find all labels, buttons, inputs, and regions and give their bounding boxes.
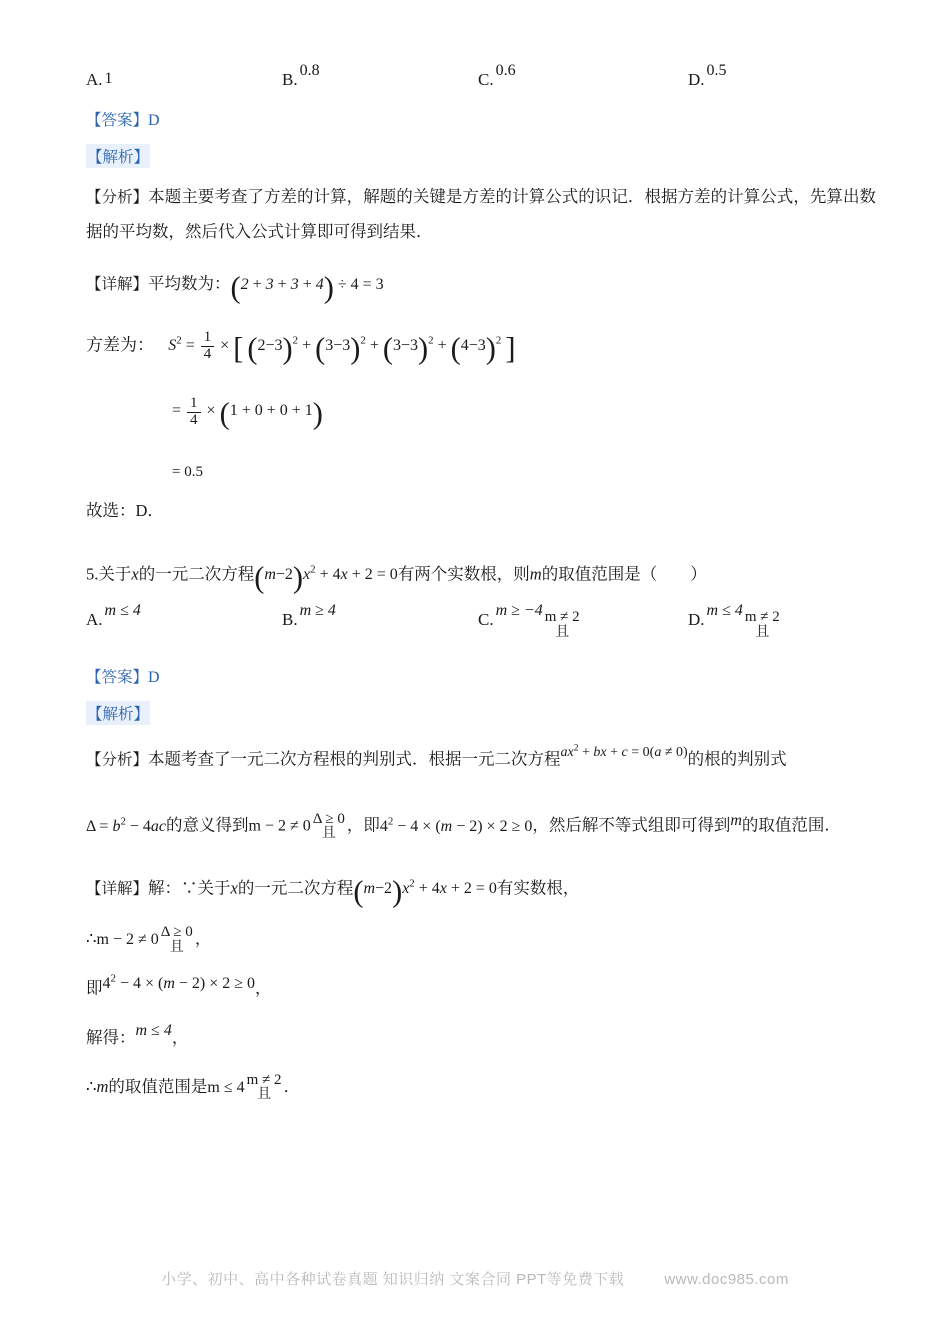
answer5-fenxi-math2: $\Delta = b^2 - 4ac$ xyxy=(86,815,167,835)
answer5-xiangjie-paragraph xyxy=(86,867,876,909)
q5-option-c-value: m ≥ −4 xyxy=(495,602,543,620)
variance-formula-3: = 0.5 xyxy=(172,463,203,480)
option-d[interactable] xyxy=(688,62,868,90)
answer5-line2-stack xyxy=(161,925,193,955)
q5-option-a-value: m ≤ 4 xyxy=(104,602,141,620)
answer4-conclusion: 故选：D． xyxy=(86,500,164,520)
answer5-fenxi-text2: 的根的判别式 xyxy=(687,749,787,769)
answer4-analysis-tag: 【解析】 xyxy=(86,144,150,168)
answer5-line2 xyxy=(86,922,876,957)
answer5-line2-math: m − 2 ≠ 0 xyxy=(96,931,159,949)
question5-options-row xyxy=(86,602,876,640)
answer5-line5-conj: 且 xyxy=(257,1087,272,1103)
answer4-fenxi-paragraph xyxy=(86,180,876,249)
answer5-line4-prefix: 解得： xyxy=(86,1027,136,1047)
answer5-line5-math2: m ≠ 2 xyxy=(246,1071,282,1088)
option-a-label: A. xyxy=(86,70,103,89)
answer5-line5-text: 的取值范围是 xyxy=(108,1076,208,1096)
question5-text2: 的一元二次方程 xyxy=(138,564,255,584)
answer5-fenxi-conj-stack xyxy=(313,812,345,842)
answer5-line4-suffix: ， xyxy=(171,1027,189,1047)
answer5-line5-math: m ≤ 4 xyxy=(207,1078,245,1096)
answer5-fenxi-math4: Δ ≥ 0 xyxy=(312,810,345,827)
answer5-line5-var: m xyxy=(96,1076,109,1096)
answer5-fenxi-math5: $4^2 - 4 \times (m - 2) \times 2 \ge 0$ xyxy=(379,815,533,835)
answer5-line xyxy=(86,665,876,687)
option-c-label: C. xyxy=(478,70,494,89)
answer4-tag: 【答案】 xyxy=(86,112,149,129)
question5-equation: $(m-2)x^2 + 4x + 2 = 0$ xyxy=(254,560,398,595)
q5-option-d-value2: m ≠ 2 xyxy=(744,609,780,626)
answer4-fenxi-tag: 【分析】 xyxy=(86,189,149,206)
answer5-line3 xyxy=(86,967,876,1006)
answer5-line3-prefix: 即 xyxy=(86,978,103,998)
answer5-line2-prefix: ∴ xyxy=(86,929,97,949)
q5-option-c-value2: m ≠ 2 xyxy=(544,609,580,626)
q5-option-b-label: B. xyxy=(282,610,298,630)
answer5-line5-stack xyxy=(247,1073,282,1103)
q5-option-d[interactable] xyxy=(688,602,868,640)
answer5-fenxi-conj: 且 xyxy=(321,826,336,842)
q5-option-c-label: C. xyxy=(478,610,494,630)
answer5-xiangjie-var: x xyxy=(230,877,238,897)
answer5-fenxi-paragraph2 xyxy=(86,801,876,846)
answer4-xiangjie-tag: 【详解】 xyxy=(86,276,149,293)
answer4-variance-line2 xyxy=(172,390,876,434)
answer5-xiangjie-lead: 解：∵关于 xyxy=(148,877,231,897)
answer5-fenxi-math6: m xyxy=(730,811,742,829)
answer5-xiangjie-eq: $(m-2)x^2 + 4x + 2 = 0$ xyxy=(353,874,497,909)
document-content xyxy=(86,60,876,1105)
page-footer xyxy=(0,1268,950,1289)
q5-option-d-conj xyxy=(745,610,780,640)
q5-option-d-label: D. xyxy=(688,610,705,630)
answer5-value: D xyxy=(148,668,160,686)
question5-var-x: x xyxy=(131,564,139,584)
answer5-fenxi-math1: ax2 + bx + c = 0(a ≠ 0) xyxy=(560,743,688,761)
answer5-fenxi-text1: 本题考查了一元二次方程根的判别式．根据一元二次方程 xyxy=(148,749,561,769)
answer5-analysis-wrap xyxy=(86,687,876,725)
answer5-line3-math: $4^2 - 4 \times (m - 2) \times 2 \ge 0$ xyxy=(102,972,256,992)
answer5-line5 xyxy=(86,1070,876,1105)
question5-stem xyxy=(86,554,876,594)
option-c-value: 0.6 xyxy=(495,62,516,79)
answer5-line3-suffix: ， xyxy=(255,978,272,998)
variance-label: 方差为： xyxy=(86,334,154,354)
footer-text: 小学、初中、高中各种试卷真题 知识归纳 文案合同 PPT等免费下载 xyxy=(161,1271,625,1288)
answer4-analysis-wrap xyxy=(86,130,876,168)
answer5-line2-conj: 且 xyxy=(169,940,184,956)
answer5-tag: 【答案】 xyxy=(86,668,149,686)
option-a-value: 1 xyxy=(104,70,113,87)
footer-url[interactable]: www.doc985.com xyxy=(664,1271,789,1288)
answer5-line2-math2: Δ ≥ 0 xyxy=(160,924,193,941)
answer5-fenxi-text5: ，然后解不等式组即可得到 xyxy=(532,815,731,835)
option-c[interactable] xyxy=(478,62,688,90)
answer5-xiangjie-text3: 有实数根， xyxy=(496,877,580,897)
answer5-line2-suffix: ， xyxy=(194,929,212,949)
q5-option-a-label: A. xyxy=(86,610,103,630)
answer5-line5-suffix: ． xyxy=(283,1076,301,1096)
answer4-line xyxy=(86,108,876,130)
q5-option-b-value: m ≥ 4 xyxy=(299,602,336,620)
answer5-fenxi-text3: 的意义得到 xyxy=(166,815,249,835)
answer5-line5-prefix: ∴ xyxy=(86,1076,97,1096)
option-d-label: D. xyxy=(688,70,705,89)
question5-number: 5. xyxy=(86,564,99,584)
option-d-value: 0.5 xyxy=(706,62,727,79)
question5-text4: 的取值范围是（ ） xyxy=(541,564,707,584)
answer5-fenxi-text4: ，即 xyxy=(346,815,380,835)
variance-formula-2: = $\frac{1}{4}$ × (1 + 0 + 0 + 1) xyxy=(172,394,323,431)
question5-var-m: m xyxy=(529,564,542,584)
answer4-variance-line1 xyxy=(86,321,876,369)
q5-option-c-conj xyxy=(545,610,580,640)
answer4-xiangjie-lead: 平均数为： xyxy=(148,274,231,293)
question4-options-row xyxy=(86,62,876,90)
answer5-fenxi-math3: m − 2 ≠ 0 xyxy=(248,817,311,835)
q5-option-c[interactable] xyxy=(478,602,688,640)
answer4-value: D xyxy=(148,112,160,129)
q5-option-d-value: m ≤ 4 xyxy=(706,602,743,620)
answer5-fenxi-paragraph xyxy=(86,737,876,782)
question5-text1: 关于 xyxy=(98,564,132,584)
q5-d-conj-text: 且 xyxy=(755,624,770,640)
answer5-line4-math: m ≤ 4 xyxy=(135,1021,172,1039)
answer5-xiangjie-tag: 【详解】 xyxy=(86,879,149,897)
answer5-analysis-tag: 【解析】 xyxy=(86,701,150,725)
option-b-label: B. xyxy=(282,70,298,89)
q5-c-conj-text: 且 xyxy=(555,624,570,640)
question5-text3: 有两个实数根，则 xyxy=(397,564,530,584)
variance-formula-1: $S^2$ = $\frac{1}{4}$ × [ $(2-3)^2 + (3-3)^2 + (3-3)^2 + (4-3)^2$ ] xyxy=(168,329,516,366)
answer5-xiangjie-text2: 的一元二次方程 xyxy=(237,877,354,897)
q5-option-a[interactable] xyxy=(86,602,282,640)
answer4-fenxi-text: 本题主要考查了方差的计算，解题的关键是方差的计算公式的识记．根据方差的计算公式，先算出数据的平均数，然后代入公式计算即可得到结果． xyxy=(86,187,876,241)
q5-option-b[interactable] xyxy=(282,602,478,640)
option-a[interactable] xyxy=(86,70,282,90)
option-b[interactable] xyxy=(282,62,478,90)
answer5-fenxi-text6: 的取值范围． xyxy=(741,815,841,835)
answer5-fenxi-tag: 【分析】 xyxy=(86,751,149,769)
answer4-mean-formula: (2 + 3 + 3 + 4) ÷ 4 = 3 xyxy=(230,270,384,305)
answer4-variance-line3 xyxy=(172,452,876,492)
answer5-line4 xyxy=(86,1021,876,1056)
answer4-xiangjie-paragraph xyxy=(86,267,876,305)
option-b-value: 0.8 xyxy=(299,62,320,79)
